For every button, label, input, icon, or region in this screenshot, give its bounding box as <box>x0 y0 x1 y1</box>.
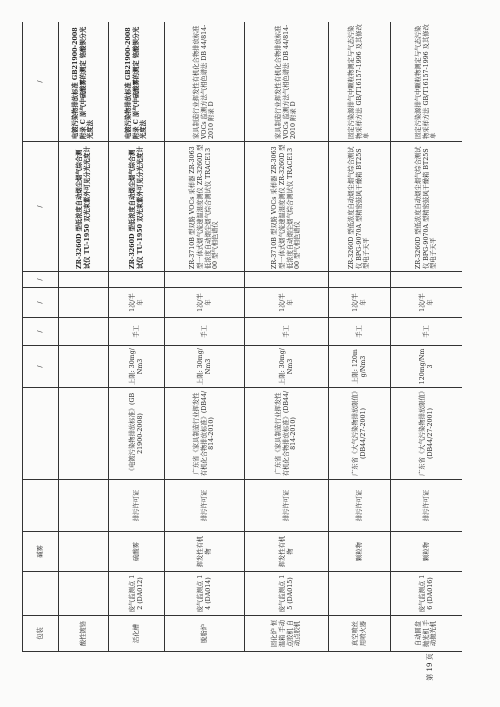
cell <box>23 480 59 532</box>
cell <box>59 346 109 388</box>
cell: ZR-3710B 型双路 VOCs 采样器 ZR-3063 型一体式烟气流速温湿度测仪 ZR-3260D 型低浓度自动烟尘烟气综合测试仪 TRACE1300 型气相色谱仪 <box>165 142 245 272</box>
cell: 1次/半年 <box>109 288 165 318</box>
cell: 固定污染源排气中颗粒物测定与气态污染物采样方法 GB/T16157-1996 及其修改单 <box>329 22 391 142</box>
cell: 1次/半年 <box>329 288 391 318</box>
table-row <box>391 22 463 652</box>
cell: 废气监测点 16 (DA016) <box>391 572 463 616</box>
cell: 挥发性有机物 <box>245 532 329 572</box>
cell: / <box>23 272 59 288</box>
cell: 手工 <box>109 318 165 346</box>
cell <box>329 572 391 616</box>
cell: 广东省《大气污染物排放限值》(DB44/27-2001) <box>329 388 391 480</box>
cell: ZR-3260D 型低浓度自动烟尘烟气综合测试仪 TU-1950 双光束紫外可见分光光度计 <box>59 142 109 272</box>
cell <box>109 272 165 288</box>
cell <box>59 572 109 616</box>
table-frame <box>22 22 462 652</box>
cell: 广东省《大气污染物排放限值》(DB44/27-2001) <box>391 388 463 480</box>
cell: / <box>23 318 59 346</box>
table-row <box>109 22 165 652</box>
cell: 颗粒物 <box>329 532 391 572</box>
cell: 1次/半年 <box>245 288 329 318</box>
cell: 酸性镀铬 <box>59 616 109 652</box>
cell: / <box>23 288 59 318</box>
cell: ZR-3260D 型低浓度自动烟尘烟气综合测试仪 TU-1950 双光束紫外可见分光光度计 <box>109 142 165 272</box>
table-row <box>165 22 245 652</box>
cell: 手工 <box>165 318 245 346</box>
cell: 上限: 30mg/Nm3 <box>165 346 245 388</box>
monitoring-table <box>22 22 462 652</box>
cell: / <box>23 346 59 388</box>
rotated-table-container <box>22 22 462 652</box>
cell: / <box>23 142 59 272</box>
cell: 排污许可证 <box>245 480 329 532</box>
cell: 包装 <box>23 616 59 652</box>
cell: 真空喷丝用喷火器 <box>329 616 391 652</box>
cell: 电镀污染物排放标准 GB21900-2008 附录 C 原气中硫酸雾的测定 铬酸钡分光光度法 <box>109 22 165 142</box>
cell <box>59 288 109 318</box>
cell: 上限: 120mg/Nm3 <box>329 346 391 388</box>
cell: 固化炉 恒温箱 手动点胶机 自动点胶机 <box>245 616 329 652</box>
cell: ZR-3710B 型双路 VOCs 采样器 ZR-3063 型一体式烟气流速温湿度测仪 ZR-3260D 型低浓度自动烟尘烟气综合测试仪 TRACE1300 型气相色谱仪 <box>245 142 329 272</box>
cell: 排污许可证 <box>109 480 165 532</box>
cell: 碱雾 <box>23 532 59 572</box>
cell: 广东省《家具制造行业挥发性有机化合物排放标准》(DB44/814-2010) <box>165 388 245 480</box>
cell: 废气监测点 15 (DA015) <box>245 572 329 616</box>
cell <box>59 532 109 572</box>
cell: 自动圆盘抛光机 手动抛光机 <box>391 616 463 652</box>
cell: 手工 <box>245 318 329 346</box>
page-number: 第 19 页 <box>426 653 434 681</box>
cell <box>59 480 109 532</box>
table-row <box>23 22 59 652</box>
cell: 1次/半年 <box>165 288 245 318</box>
cell: 电镀污染物排放标准 GB21900-2008 附录 C 原气中硫酸雾的测定 铬酸钡分光光度法 <box>59 22 109 142</box>
cell <box>245 272 329 288</box>
cell: 《电镀污染物排放标准》(GB 21900-2008) <box>109 388 165 480</box>
cell: 脱脂炉 <box>165 616 245 652</box>
cell: 排污许可证 <box>391 480 463 532</box>
cell: 排污许可证 <box>165 480 245 532</box>
cell <box>59 388 109 480</box>
cell: ZR-3260D 型低浓度自动烟尘烟气综合测试仪 BPG-9070A 型精密鼓风干燥箱 BT25S 型电子天平 <box>391 142 463 272</box>
cell <box>23 572 59 616</box>
table-row <box>59 22 109 652</box>
cell: 手工 <box>329 318 391 346</box>
cell: 120mg/Nm3 <box>391 346 463 388</box>
cell: / <box>23 22 59 142</box>
cell: 广东省《家具制造行业挥发性有机化合物排放标准》(DB44/814-2010) <box>245 388 329 480</box>
cell: 废气监测点 14 (DA014) <box>165 572 245 616</box>
cell <box>59 272 109 288</box>
cell <box>59 318 109 346</box>
cell <box>391 272 463 288</box>
cell: 手工 <box>391 318 463 346</box>
cell: 排污许可证 <box>329 480 391 532</box>
cell: 废气监测点 12 (DA012) <box>109 572 165 616</box>
cell: ZR-3260D 型低浓度自动烟尘烟气综合测试仪 BPG-9070A 型精密鼓风干燥箱 BT25S 型电子天平 <box>329 142 391 272</box>
cell <box>23 388 59 480</box>
cell: 家具制造行业挥发性有机化合物排放标准 VOCs 监测方法气相色谱法 DB 44/814-2010 附录 D <box>165 22 245 142</box>
cell: 挥发性有机物 <box>165 532 245 572</box>
cell: 硫酸雾 <box>109 532 165 572</box>
cell: 颗粒物 <box>391 532 463 572</box>
cell: 活化槽 <box>109 616 165 652</box>
table-row <box>245 22 329 652</box>
cell: 1次/半年 <box>391 288 463 318</box>
cell <box>329 272 391 288</box>
table-row <box>329 22 391 652</box>
cell: 上限: 30mg/Nm3 <box>109 346 165 388</box>
cell: 固定污染源排气中颗粒物测定与气态污染物采样方法 GB/T16157-1996 及其修改单 <box>391 22 463 142</box>
cell <box>165 272 245 288</box>
cell: 家具制造行业挥发性有机化合物排放标准 VOCs 监测方法气相色谱法 DB 44/814-2010 附录 D <box>245 22 329 142</box>
cell: 上限: 30mg/Nm3 <box>245 346 329 388</box>
